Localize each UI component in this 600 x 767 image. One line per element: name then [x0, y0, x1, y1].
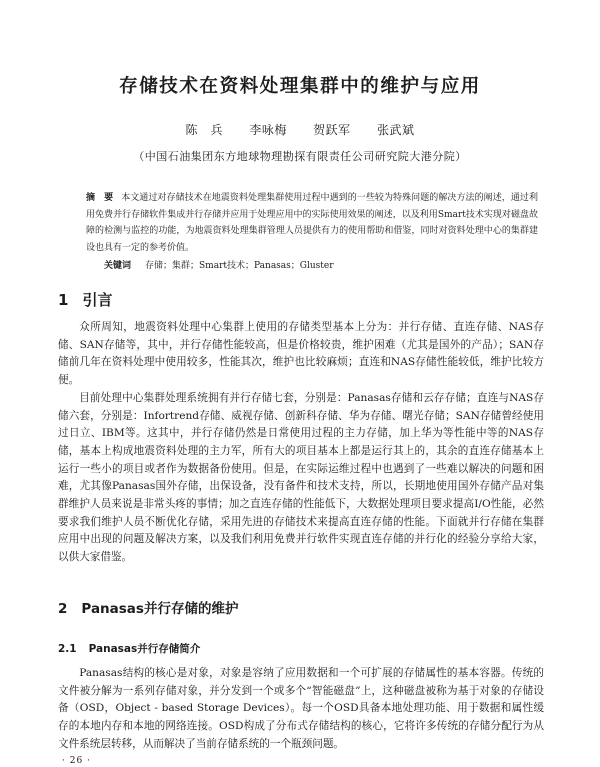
section-heading-panasas	[58, 597, 238, 617]
abstract-label: 摘 要	[86, 193, 114, 203]
subsection-title: Panasas并行存储简介	[88, 643, 201, 655]
paragraph: 众所周知，地震资料处理中心集群上使用的存储类型基本上分为：并行存储、直连存储、NAS存储、SAN存储等，其中，并行存储性能较高，但是价格较贵，维护困难（尤其是国外的产品）；SAN存储前几年在资料处理中使用较多，性能其次，维护也比较麻烦；直连和NAS存储性能较低，维护比较方便。	[58, 321, 544, 387]
page-number: · 26 ·	[62, 756, 91, 766]
abstract-block	[86, 190, 538, 256]
section-title: 引言	[82, 291, 113, 309]
author-name: 陈 兵	[185, 123, 223, 137]
paper-title: 存储技术在资料处理集群中的维护与应用	[119, 76, 481, 97]
abstract-text: 本文通过对存储技术在地震资料处理集群使用过程中遇到的一些较为特殊问题的解决方法的阐述，通过利用免费并行存储软件集成并行存储并应用于处理应用中的实际使用效果的阐述，以及利用Smart技术实现对磁盘故障的检测与监控的功能，为地震资料处理集群管理人员提供有力的使用帮助和借鉴，同时对资料处理中心的集群建设也具有一定的参考价值。	[86, 193, 538, 253]
subsection-number: 2.1	[58, 643, 77, 655]
section-number: 2	[58, 601, 68, 617]
introduction-body	[58, 319, 544, 567]
author-name: 贺跃军	[313, 123, 351, 137]
subsection-heading-panasas-intro	[58, 641, 200, 656]
paragraph: 目前处理中心集群处理系统拥有并行存储七套，分别是：Panasas存储和云存存储；直连与NAS存储六套，分别是：Infortrend存储、威视存储、创新科存储、华为存储、曙光存储；SAN存储曾经使用过日立、IBM等。这其中，并行存储仍然是日常使用过程的主力存储，加上华为等性能中等的NAS存储，基本上构成地震资料处理的主力军，所有大的项目基本上都是运行其上的，其余的直连存储基本上运行一些小的项目或者作为数据备份使用。但是，在实际运维过程中也遇到了一些难以解决的问题和困难，尤其像Panasas国外存储，出保设备，没有备件和技术支持，所以，长期地使用国外存储产品对集群维护人员来说是非常头疼的事情；加之直连存储的性能低下，大数据处理项目要求提高I/O性能，必然要求我们维护人员不断优化存储，采用先进的存储技术来提高直连存储的性能。下面就并行存储在集群应用中出现的问题及解决方案，以及我们利用免费并行软件实现直连存储的并行化的经验分享给大家，以供大家借鉴。	[58, 391, 544, 564]
section-heading-introduction	[58, 289, 112, 310]
keywords-text: 存储；集群；Smart技术；Panasas；Gluster	[145, 261, 334, 271]
author-affiliation: （中国石油集团东方地球物理勘探有限责任公司研究院大港分院）	[133, 150, 467, 163]
section-title: Panasas并行存储的维护	[81, 601, 239, 617]
author-list	[0, 121, 600, 138]
author-name: 李咏梅	[249, 123, 287, 137]
author-name: 张武斌	[377, 123, 415, 137]
paragraph: Panasas结构的核心是对象，对象是容纳了应用数据和一个可扩展的存储属性的基本容器。传统的文件被分解为一系列存储对象，并分发到一个或多个“智能磁盘”上，这种磁盘被称为基于对象的存储设备（OSD，Object - based Storage Devices）。每一个OSD具备本地处理功能、用于数据和属性缓存的本地内存和本地的网络连接。OSD构成了分布式存储结构的核心，它将许多传统的存储分配行为从文件系统层转移，从而解决了当前存储系统的一个瓶颈问题。	[58, 667, 544, 750]
keywords-block	[104, 258, 544, 271]
keywords-label: 关键词	[104, 261, 132, 271]
section-number: 1	[58, 291, 69, 309]
panasas-intro-body	[58, 665, 544, 754]
